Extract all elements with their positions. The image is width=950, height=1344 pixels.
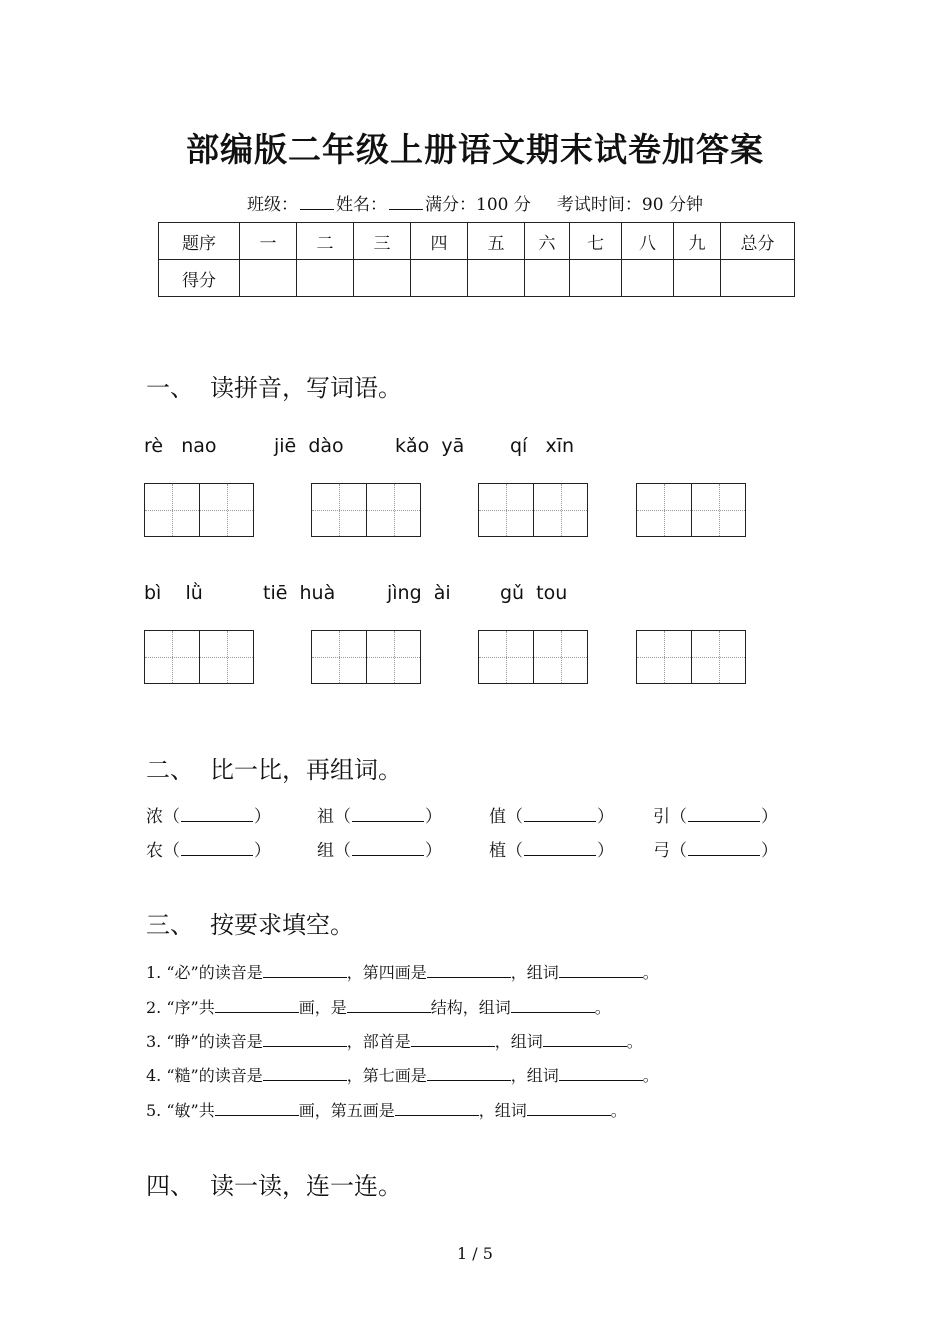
word-pair-item: 植（ ） (489, 841, 614, 861)
word-pair-item: 值（ ） (489, 807, 614, 827)
score-cell[interactable] (240, 260, 297, 297)
answer-blank[interactable] (215, 998, 299, 1013)
score-col-7: 七 (570, 223, 622, 260)
score-cell[interactable] (354, 260, 411, 297)
answer-blank[interactable] (524, 841, 596, 856)
score-table-score-row (159, 260, 795, 297)
score-cell[interactable] (297, 260, 354, 297)
exam-time: 考试时间：90 分钟 (556, 195, 703, 215)
writing-grid[interactable] (478, 483, 588, 537)
answer-blank[interactable] (559, 1066, 643, 1081)
section-1-title: 读拼音，写词语。 (210, 374, 402, 402)
score-cell[interactable] (674, 260, 721, 297)
word-pair-item: 引（ ） (653, 807, 778, 827)
pinyin-item: jìng ài (387, 582, 451, 604)
class-blank[interactable] (300, 195, 334, 210)
answer-blank[interactable] (527, 1101, 611, 1116)
page-title: 部编版二年级上册语文期末试卷加答案 (186, 130, 764, 169)
name-blank[interactable] (389, 195, 423, 210)
section-1-heading (146, 368, 402, 403)
section-1-number: 一、 (146, 374, 194, 402)
fill-item: 5. “敏”共 画，第五画是 ，组词 。 (146, 1101, 627, 1120)
exam-info (0, 190, 950, 215)
score-col-9: 九 (674, 223, 721, 260)
char: 值 (489, 807, 506, 827)
answer-blank[interactable] (263, 1032, 347, 1047)
char: 植 (489, 841, 506, 861)
fill-item: 3. “睁”的读音是 ，部首是 ，组词 。 (146, 1032, 643, 1051)
fill-item: 4. “糙”的读音是 ，第七画是 ，组词 。 (146, 1066, 659, 1085)
answer-blank[interactable] (347, 998, 431, 1013)
word-pair-item: 农（ ） (146, 841, 271, 861)
writing-grid[interactable] (636, 483, 746, 537)
pinyin-item: kǎo yā (395, 435, 465, 457)
word-pair-item: 浓（ ） (146, 807, 271, 827)
writing-grid[interactable] (144, 630, 254, 684)
writing-grid[interactable] (478, 630, 588, 684)
class-label: 班级： (247, 195, 299, 215)
score-row-label: 得分 (159, 260, 240, 297)
score-cell[interactable] (525, 260, 570, 297)
answer-blank[interactable] (543, 1032, 627, 1047)
score-col-8: 八 (622, 223, 674, 260)
answer-blank[interactable] (688, 807, 760, 822)
fill-item: 1. “必”的读音是 ，第四画是 ，组词 。 (146, 963, 659, 982)
char: 引 (653, 807, 670, 827)
section-3-number: 三、 (146, 911, 194, 939)
char: 浓 (146, 807, 163, 827)
answer-blank[interactable] (524, 807, 596, 822)
pinyin-item: bì lǜ (144, 582, 203, 604)
pinyin-item: qí xīn (510, 435, 575, 457)
char: 农 (146, 841, 163, 861)
answer-blank[interactable] (181, 807, 253, 822)
section-3-heading (146, 905, 354, 940)
char: 组 (317, 841, 334, 861)
answer-blank[interactable] (181, 841, 253, 856)
pinyin-item: jiē dào (274, 435, 344, 457)
word-pair-item: 祖（ ） (317, 807, 442, 827)
pinyin-item: rè nao (144, 435, 217, 457)
char: 弓 (653, 841, 670, 861)
score-cell[interactable] (721, 260, 795, 297)
writing-grid[interactable] (636, 630, 746, 684)
score-cell[interactable] (622, 260, 674, 297)
score-cell[interactable] (411, 260, 468, 297)
answer-blank[interactable] (395, 1101, 479, 1116)
answer-blank[interactable] (427, 1066, 511, 1081)
section-4-heading (146, 1166, 402, 1201)
word-pair-item: 弓（ ） (653, 841, 778, 861)
score-col-2: 二 (297, 223, 354, 260)
answer-blank[interactable] (215, 1101, 299, 1116)
answer-blank[interactable] (688, 841, 760, 856)
score-table (158, 222, 795, 297)
full-score: 满分：100 分 (425, 195, 531, 215)
score-cell[interactable] (468, 260, 525, 297)
answer-blank[interactable] (352, 841, 424, 856)
answer-blank[interactable] (511, 998, 595, 1013)
answer-blank[interactable] (411, 1032, 495, 1047)
writing-grid[interactable] (311, 483, 421, 537)
score-col-4: 四 (411, 223, 468, 260)
section-2-heading (146, 750, 402, 785)
score-col-5: 五 (468, 223, 525, 260)
answer-blank[interactable] (263, 1066, 347, 1081)
writing-grid[interactable] (311, 630, 421, 684)
char: 祖 (317, 807, 334, 827)
answer-blank[interactable] (263, 963, 347, 978)
page-number: 1 / 5 (457, 1244, 493, 1263)
pinyin-item: gǔ tou (500, 582, 568, 604)
fill-item: 2. “序”共 画，是 结构，组词 。 (146, 998, 611, 1017)
section-2-title: 比一比，再组词。 (210, 756, 402, 784)
score-col-6: 六 (525, 223, 570, 260)
score-table-header-row (159, 223, 795, 260)
section-4-number: 四、 (146, 1172, 194, 1200)
score-col-3: 三 (354, 223, 411, 260)
section-4-title: 读一读，连一连。 (210, 1172, 402, 1200)
pinyin-item: tiē huà (263, 582, 336, 604)
word-pair-item: 组（ ） (317, 841, 442, 861)
score-col-total: 总分 (721, 223, 795, 260)
section-3-title: 按要求填空。 (210, 911, 354, 939)
answer-blank[interactable] (352, 807, 424, 822)
score-header-label: 题序 (159, 223, 240, 260)
score-col-1: 一 (240, 223, 297, 260)
section-2-number: 二、 (146, 756, 194, 784)
name-label: 姓名： (336, 195, 388, 215)
answer-blank[interactable] (427, 963, 511, 978)
writing-grid[interactable] (144, 483, 254, 537)
score-cell[interactable] (570, 260, 622, 297)
answer-blank[interactable] (559, 963, 643, 978)
